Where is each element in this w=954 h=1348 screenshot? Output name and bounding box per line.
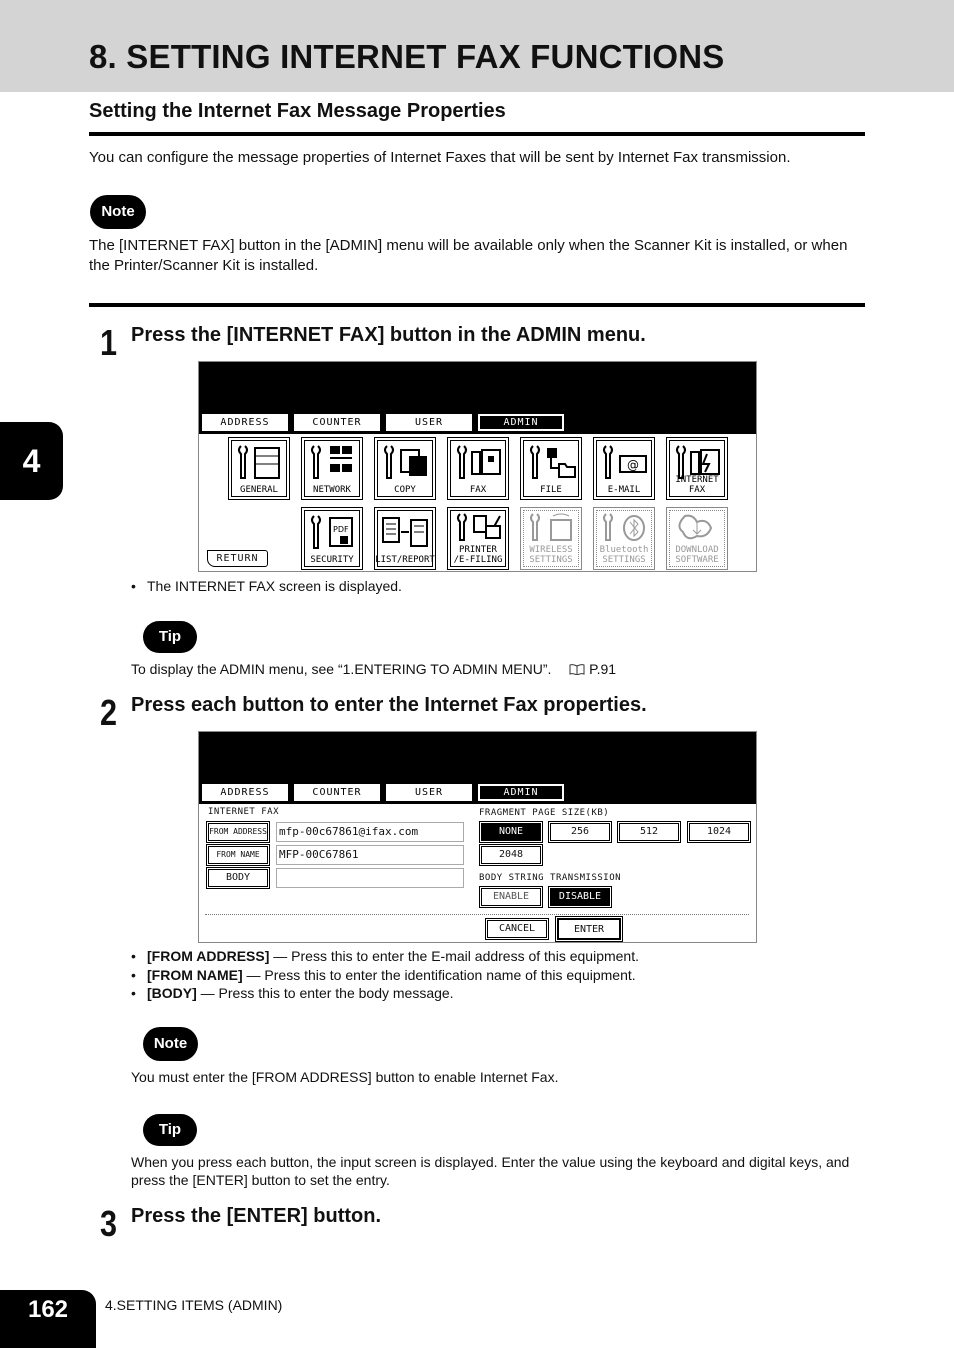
fragment-2048-button[interactable]: 2048 [481, 846, 541, 864]
from-address-button[interactable]: FROM ADDRESS [208, 823, 268, 841]
download-label-line1: DOWNLOAD [675, 545, 719, 555]
body-button[interactable]: BODY [208, 869, 268, 887]
fragment-size-label: FRAGMENT PAGE SIZE(KB) [479, 808, 610, 818]
chapter-title: 8. SETTING INTERNET FAX FUNCTIONS [89, 38, 725, 75]
tab-counter[interactable]: COUNTER [294, 414, 380, 431]
download-label-line2: SOFTWARE [675, 555, 719, 565]
step-title: Press each button to enter the Internet Fax properties. [131, 694, 647, 716]
tab-admin[interactable]: ADMIN [478, 784, 564, 801]
tab-row [202, 414, 564, 431]
tab-counter[interactable]: COUNTER [294, 784, 380, 801]
bullet-term: [FROM ADDRESS] [147, 948, 270, 964]
internet-fax-screenshot [198, 731, 757, 943]
list-item: • [FROM NAME] — Press this to enter the identification name of this equipment. [131, 967, 636, 983]
download-software-button[interactable] [666, 507, 728, 570]
step-divider [89, 303, 865, 307]
bullet-desc: — Press this to enter the identification name of this equipment. [242, 967, 636, 983]
printer-efiling-label-line2: /E-FILING [453, 555, 503, 565]
internet-fax-label: INTERNET FAX [675, 475, 719, 495]
bullet-desc: — Press this to enter the E-mail address of this equipment. [269, 948, 639, 964]
page-number: 162 [0, 1290, 96, 1348]
intro-text: You can configure the message properties of Internet Faxes that will be sent by Internet Fax transmission. [89, 149, 791, 166]
bluetooth-label-line2: SETTINGS [602, 555, 646, 565]
from-address-field: mfp-00c67861@ifax.com [276, 822, 464, 842]
network-button[interactable] [301, 437, 363, 500]
note-text: You must enter the [FROM ADDRESS] button to enable Internet Fax. [131, 1069, 559, 1085]
tip-text-line [131, 660, 616, 678]
tip-badge: Tip [143, 1114, 197, 1146]
list-report-icon [379, 512, 431, 552]
wireless-label-line1: WIRELESS [529, 545, 573, 555]
cancel-button[interactable]: CANCEL [487, 920, 547, 938]
svg-text:@: @ [627, 458, 639, 472]
fragment-1024-button[interactable]: 1024 [689, 823, 749, 841]
copy-icon [379, 442, 431, 482]
note-badge: Note [90, 195, 146, 229]
enable-button[interactable]: ENABLE [481, 888, 541, 906]
book-icon [569, 663, 585, 675]
step-number: 1 [100, 322, 118, 363]
enter-button[interactable]: ENTER [557, 918, 621, 940]
from-name-button[interactable]: FROM NAME [208, 846, 268, 864]
list-item: • The INTERNET FAX screen is displayed. [131, 578, 402, 594]
tab-address[interactable]: ADDRESS [202, 414, 288, 431]
tab-user[interactable]: USER [386, 414, 472, 431]
file-label: FILE [540, 485, 562, 495]
email-label: E-MAIL [607, 485, 641, 495]
copy-label: COPY [394, 485, 416, 495]
list-report-button[interactable] [374, 507, 436, 570]
printer-efiling-label-line1: PRINTER [459, 545, 497, 555]
body-string-label: BODY STRING TRANSMISSION [479, 873, 622, 883]
tab-address[interactable]: ADDRESS [202, 784, 288, 801]
bullet-desc: — Press this to enter the body message. [196, 985, 454, 1001]
security-button[interactable] [301, 507, 363, 570]
tip-text: To display the ADMIN menu, see “1.ENTERING TO ADMIN MENU”. [131, 661, 552, 677]
tab-user[interactable]: USER [386, 784, 472, 801]
network-icon [306, 442, 358, 482]
wireless-icon [525, 512, 577, 542]
file-button[interactable] [520, 437, 582, 500]
file-icon [525, 442, 577, 482]
fax-button[interactable] [447, 437, 509, 500]
general-button[interactable] [228, 437, 290, 500]
return-button[interactable]: RETURN [207, 550, 268, 567]
download-icon [671, 512, 723, 542]
section-rule [89, 132, 865, 136]
footer-section: 4.SETTING ITEMS (ADMIN) [105, 1297, 283, 1313]
list-item: • [BODY] — Press this to enter the body message. [131, 985, 454, 1001]
email-icon [598, 442, 650, 482]
fax-label: FAX [469, 485, 487, 495]
fragment-none-button[interactable]: NONE [481, 823, 541, 841]
printer-efiling-button[interactable] [447, 507, 509, 570]
fax-icon [452, 442, 504, 482]
from-name-field: MFP-00C67861 [276, 845, 464, 865]
tip-badge: Tip [143, 621, 197, 653]
step1-bullet-text: The INTERNET FAX screen is displayed. [147, 578, 402, 594]
bluetooth-icon [598, 512, 650, 542]
security-label: SECURITY [310, 555, 354, 565]
fragment-256-button[interactable]: 256 [550, 823, 610, 841]
step-title: Press the [ENTER] button. [131, 1205, 382, 1227]
step-number: 2 [100, 692, 118, 733]
security-icon [306, 512, 358, 552]
tab-admin[interactable]: ADMIN [478, 414, 564, 431]
wireless-label-line2: SETTINGS [529, 555, 573, 565]
bullet-term: [BODY] [147, 985, 197, 1001]
internet-fax-section-label: INTERNET FAX [208, 807, 280, 817]
internet-fax-button[interactable] [666, 437, 728, 500]
copy-button[interactable] [374, 437, 436, 500]
admin-menu-screenshot [198, 361, 757, 572]
body-field [276, 868, 464, 888]
general-icon [233, 442, 285, 482]
network-label: NETWORK [313, 485, 351, 495]
step-title: Press the [INTERNET FAX] button in the ADMIN menu. [131, 324, 646, 346]
chapter-tab: 4 [0, 422, 63, 500]
note-text: The [INTERNET FAX] button in the [ADMIN] menu will be available only when the Scanner Kit is installed, or when the Printer/Scanner Kit is installed. [89, 237, 848, 274]
email-button[interactable] [593, 437, 655, 500]
disable-button[interactable]: DISABLE [550, 888, 610, 906]
page-reference[interactable]: P.91 [589, 661, 617, 677]
general-label: GENERAL [240, 485, 278, 495]
bluetooth-label-line1: Bluetooth [599, 545, 649, 555]
list-report-label: LIST/REPORT [375, 555, 435, 565]
svg-text:PDF: PDF [333, 525, 349, 534]
step-number: 3 [100, 1203, 118, 1244]
fragment-512-button[interactable]: 512 [619, 823, 679, 841]
bullet-term: [FROM NAME] [147, 967, 243, 983]
section-title: Setting the Internet Fax Message Properties [89, 100, 506, 122]
printer-efiling-icon [452, 512, 504, 542]
list-item: • [FROM ADDRESS] — Press this to enter the E-mail address of this equipment. [131, 948, 639, 964]
wireless-settings-button[interactable] [520, 507, 582, 570]
tip-text: When you press each button, the input screen is displayed. Enter the value using the keyboard and digital keys, and press the [ENTER] button to set the entry. [131, 1154, 850, 1188]
bluetooth-settings-button[interactable] [593, 507, 655, 570]
divider [205, 914, 749, 915]
note-badge: Note [143, 1027, 198, 1061]
tab-row [202, 784, 564, 801]
